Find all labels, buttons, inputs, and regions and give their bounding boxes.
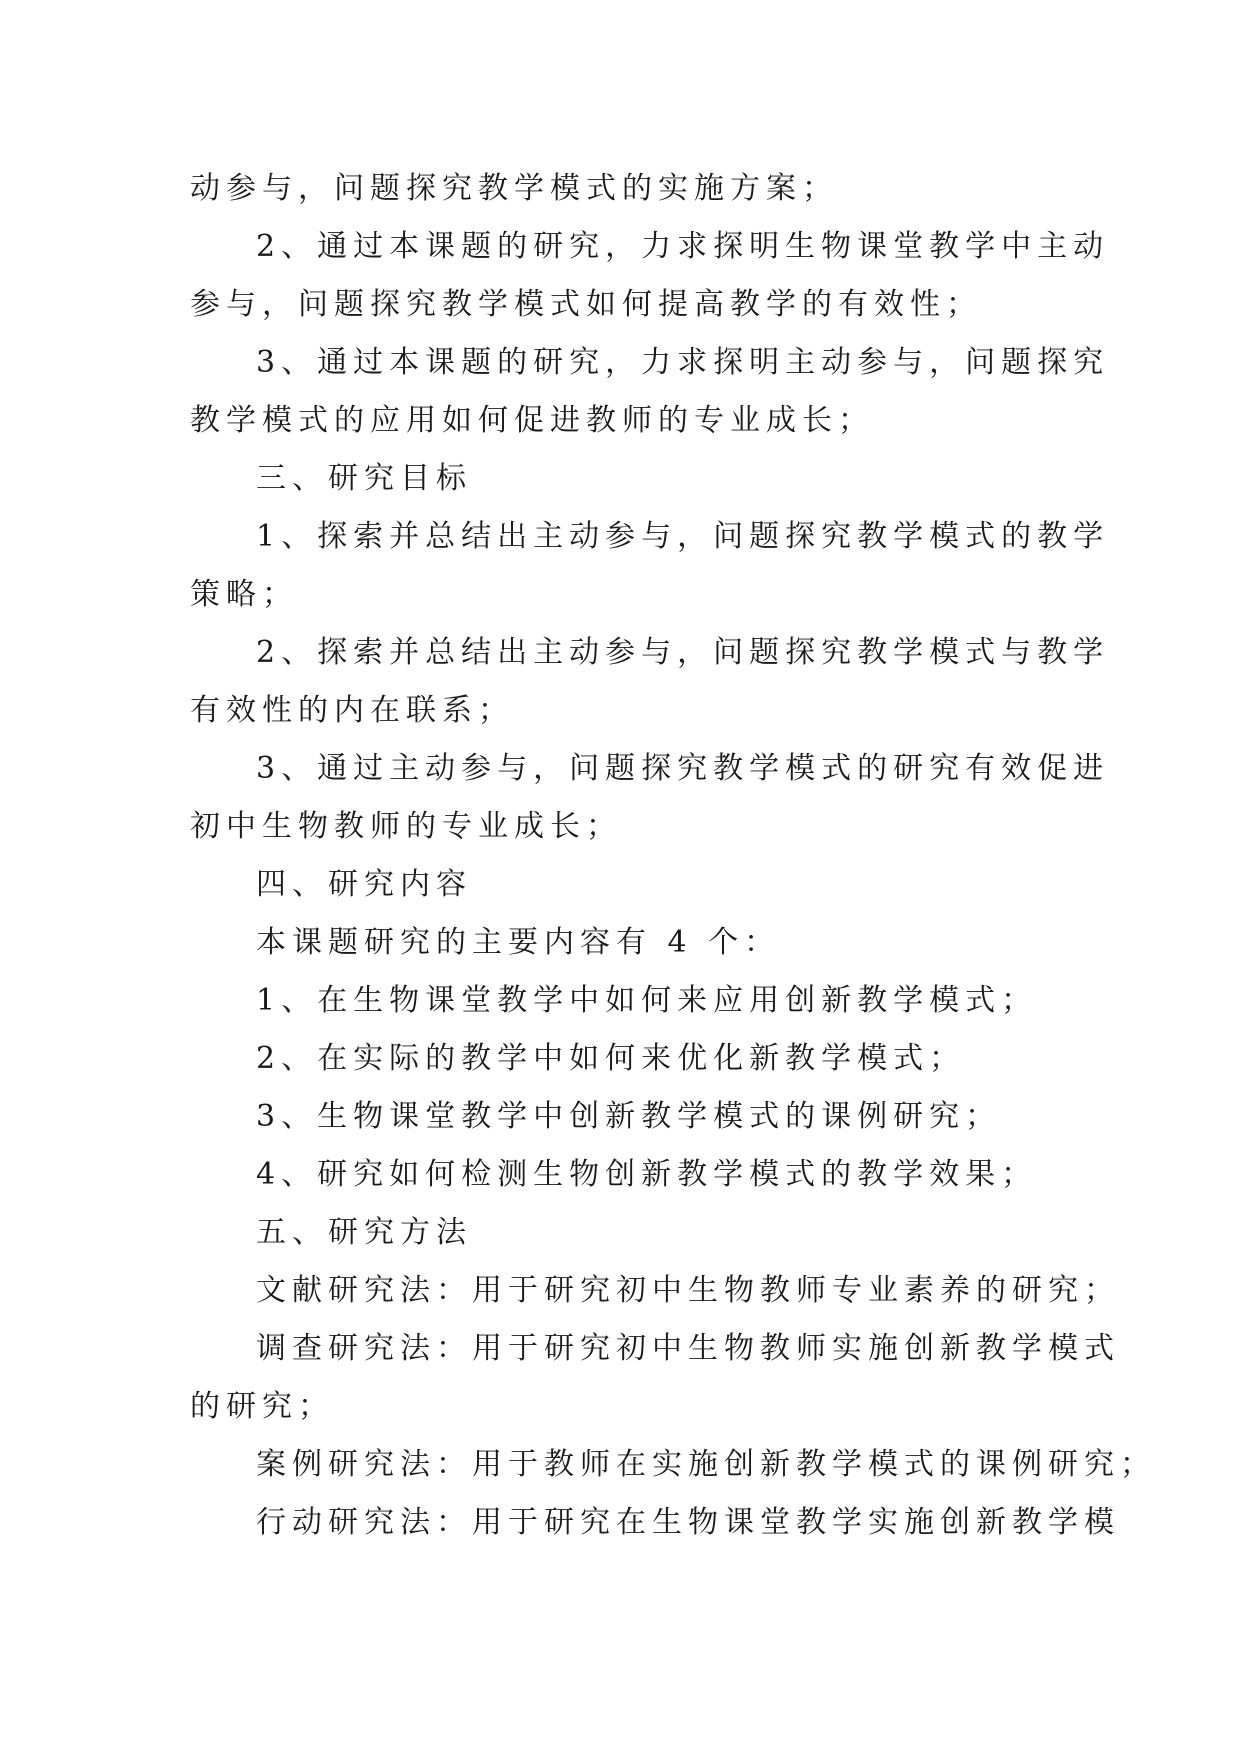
paragraph-line: 策略； (190, 577, 298, 612)
paragraph-line: 3、通过本课题的研究，力求探明主动参与，问题探究 (256, 345, 1110, 380)
paragraph-line: 1、在生物课堂教学中如何来应用创新教学模式； (256, 983, 1038, 1018)
document-body (190, 160, 1156, 1552)
section-heading: 五、研究方法 (256, 1215, 472, 1250)
paragraph-line: 3、生物课堂教学中创新教学模式的课例研究； (256, 1099, 1002, 1134)
section-heading: 四、研究内容 (256, 867, 472, 902)
paragraph-line: 2、在实际的教学中如何来优化新教学模式； (256, 1041, 966, 1076)
paragraph-line: 2、探索并总结出主动参与，问题探究教学模式与教学 (256, 635, 1110, 670)
paragraph-line: 文献研究法：用于研究初中生物教师专业素养的研究； (256, 1273, 1120, 1308)
paragraph-line: 案例研究法：用于教师在实施创新教学模式的课例研究； (256, 1447, 1156, 1482)
paragraph-line: 的研究； (190, 1389, 334, 1424)
paragraph-line: 4、研究如何检测生物创新教学模式的教学效果； (256, 1157, 1038, 1192)
paragraph-line: 行动研究法：用于研究在生物课堂教学实施创新教学模 (256, 1505, 1120, 1540)
paragraph-line: 1、探索并总结出主动参与，问题探究教学模式的教学 (256, 519, 1110, 554)
paragraph-line: 初中生物教师的专业成长； (190, 809, 622, 844)
paragraph-line: 3、通过主动参与，问题探究教学模式的研究有效促进 (256, 751, 1110, 786)
paragraph-line: 动参与，问题探究教学模式的实施方案； (190, 171, 838, 206)
paragraph-line: 调查研究法：用于研究初中生物教师实施创新教学模式 (256, 1331, 1120, 1366)
section-heading: 三、研究目标 (256, 461, 472, 496)
paragraph-line: 本课题研究的主要内容有 4 个： (256, 925, 781, 960)
paragraph-line: 有效性的内在联系； (190, 693, 514, 728)
paragraph-line: 教学模式的应用如何促进教师的专业成长； (190, 403, 874, 438)
paragraph-line: 参与，问题探究教学模式如何提高教学的有效性； (190, 287, 982, 322)
paragraph-line: 2、通过本课题的研究，力求探明生物课堂教学中主动 (256, 229, 1110, 264)
